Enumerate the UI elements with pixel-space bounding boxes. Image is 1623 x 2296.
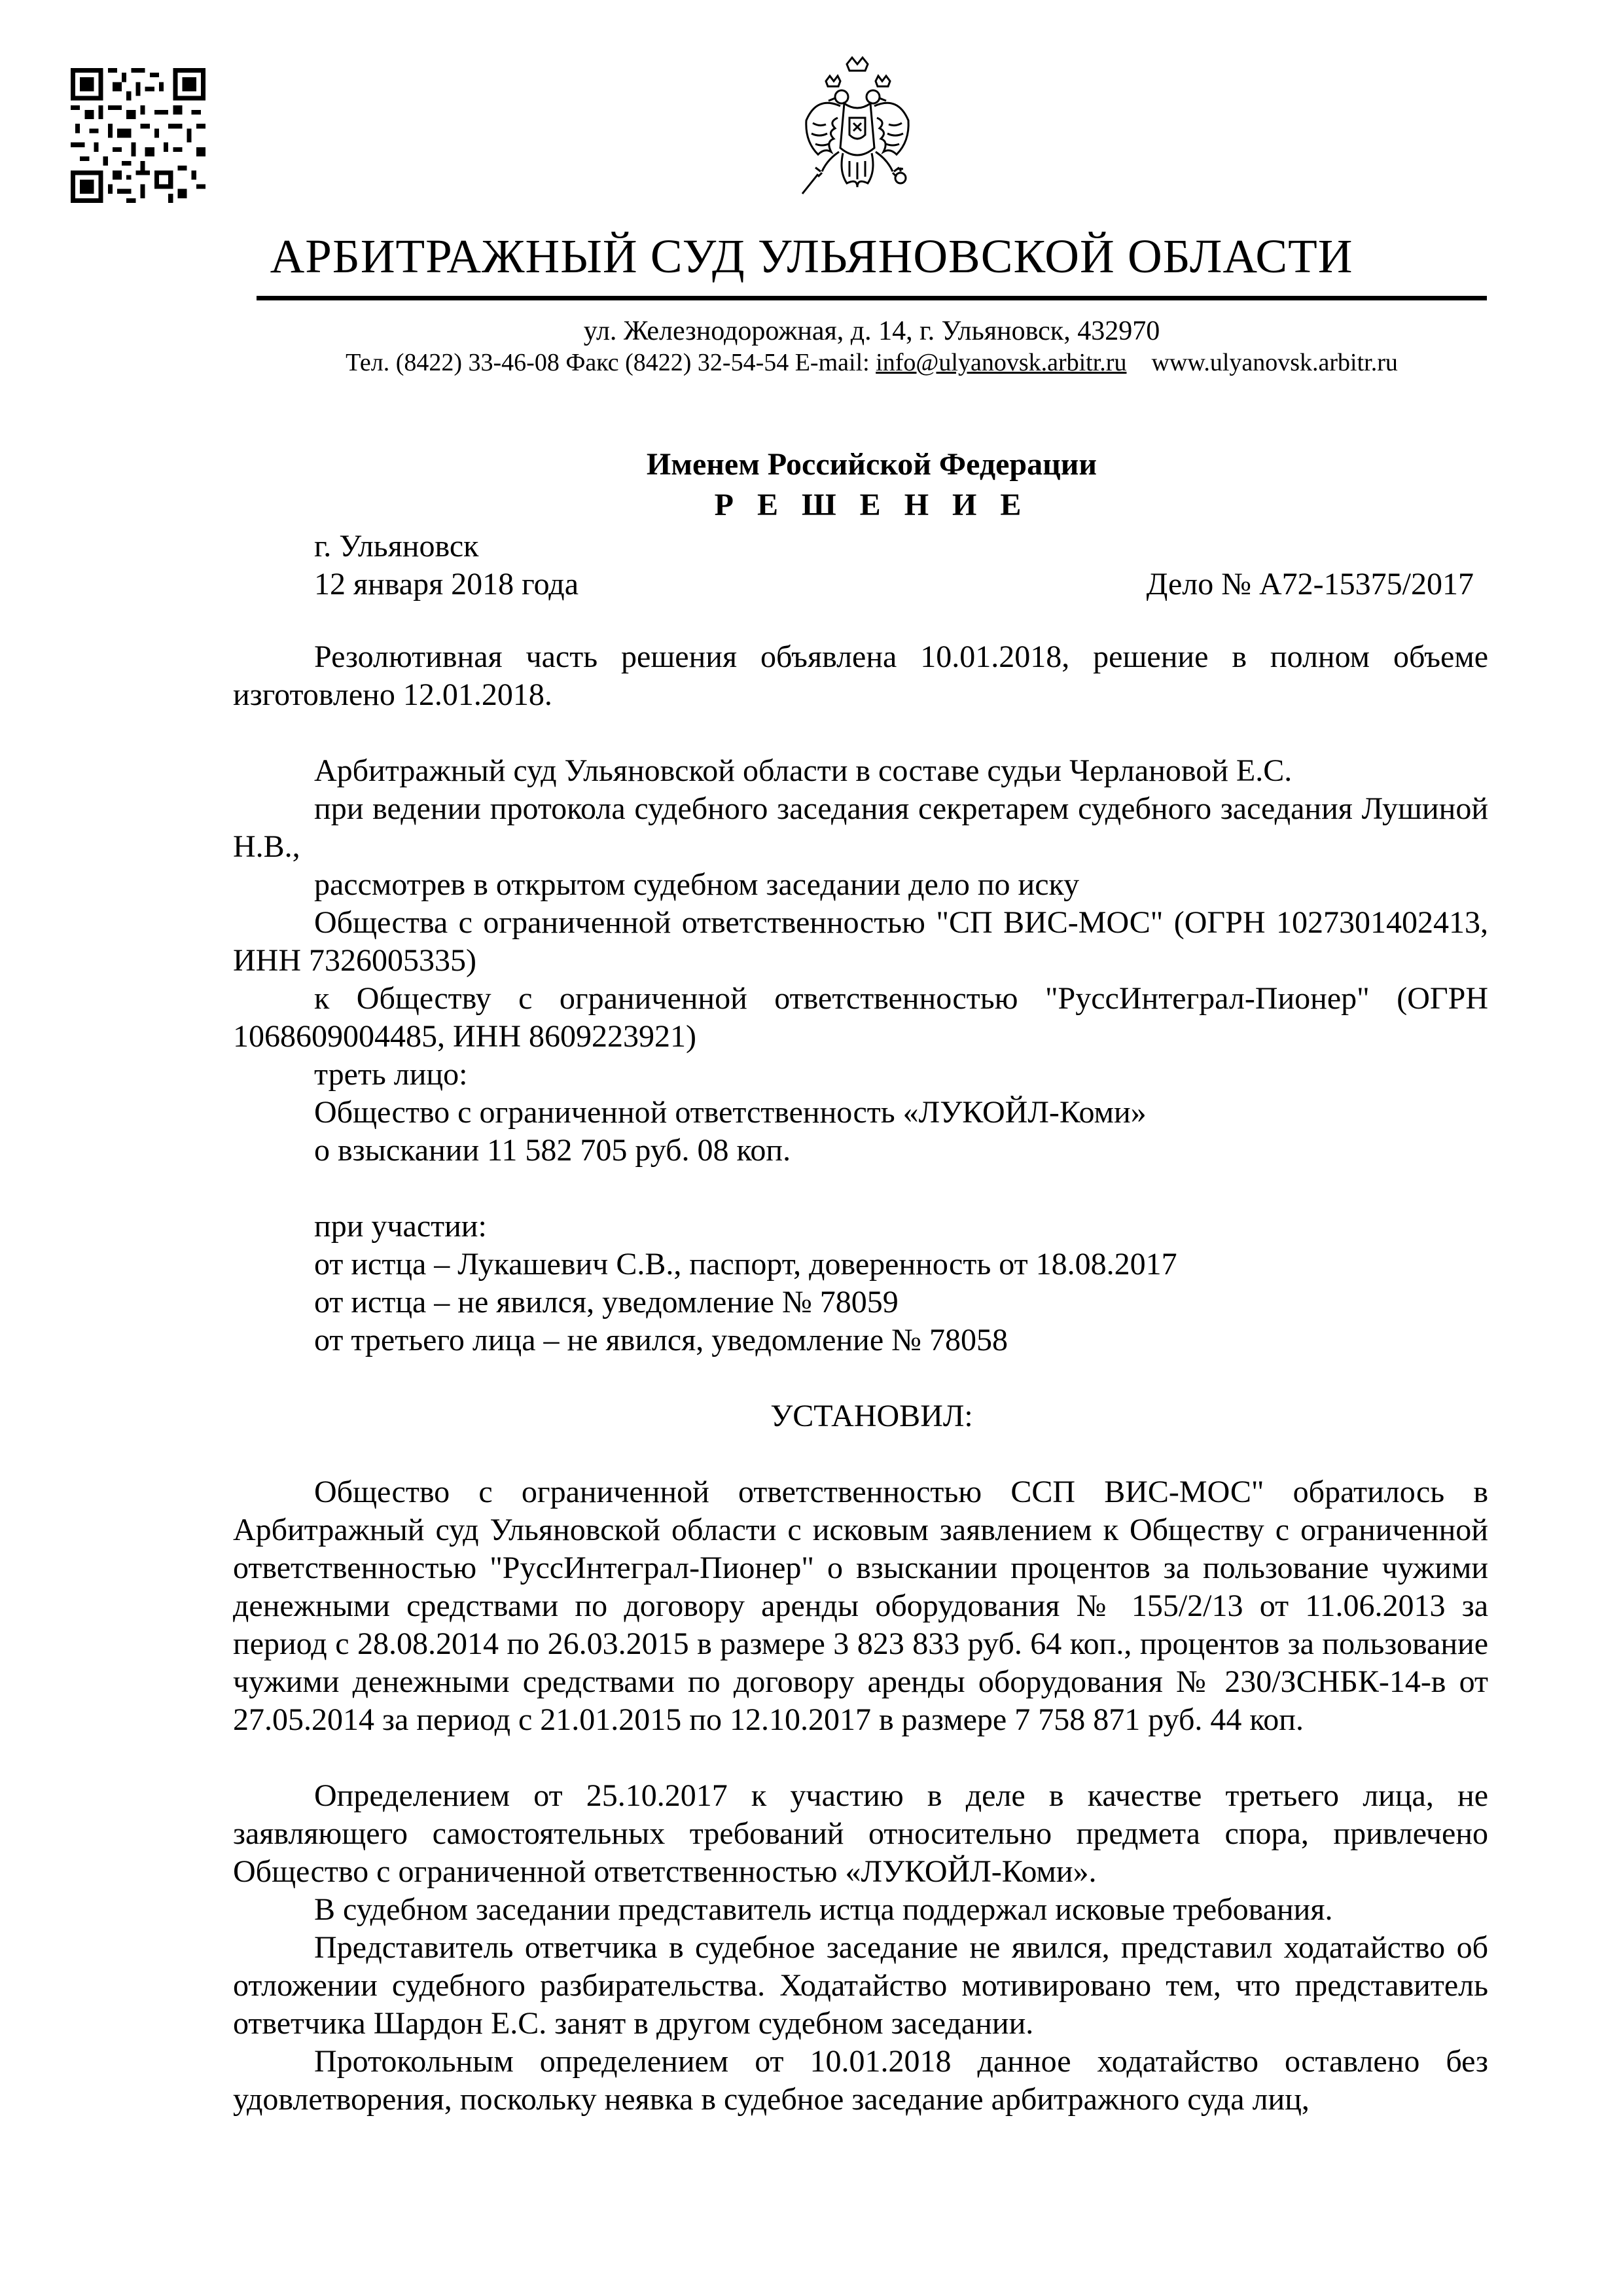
contacts-gap [1126,349,1151,376]
court-name: АРБИТРАЖНЫЙ СУД УЛЬЯНОВСКОЙ ОБЛАСТИ [270,230,1353,283]
resolution-paragraph: Резолютивная часть решения объявлена 10.01.2018, решение в полном объеме изготовлено 12.01.2018. [233,639,1488,712]
email-link[interactable]: info@ulyanovsk.arbitr.ru [876,349,1127,376]
body-paragraph-2: Определением от 25.10.2017 к участию в деле в качестве третьего лица, не заявляющего самостоятельных требований относительно предмета спора, привлечено Общество с ограниченной ответственностью «ЛУКОЙЛ-Коми». [233,1778,1488,1889]
document-title: Р Е Ш Е Н И Е [714,488,1029,522]
court-composition: Арбитражный суд Ульяновской области в составе судьи Черлановой Е.С. [314,753,1293,788]
qr-code-icon [71,68,205,203]
decision-date: 12 января 2018 года [314,567,579,601]
header-divider [257,296,1487,300]
participant-plaintiff: от истца – Лукашевич С.В., паспорт, доверенность от 18.08.2017 [314,1247,1177,1282]
established-heading: УСТАНОВИЛ: [770,1399,973,1433]
body-paragraph-5: Протокольным определением от 10.01.2018 данное ходатайство оставлено без удовлетворения, поскольку неявка в судебное заседание арбитражного суда лиц, [233,2044,1488,2117]
website-link[interactable]: www.ulyanovsk.arbitr.ru [1151,349,1398,376]
secretary-paragraph: при ведении протокола судебного заседания секретарем судебного заседания Лушиной Н.В., [233,791,1488,864]
body-paragraph-1: Общество с ограниченной ответственностью ССП ВИС-МОС" обратилось в Арбитражный суд Ульяновской области с исковым заявлением к Обществу с ограниченной ответственностью "РуссИнтеграл-Пионер" о взыскании процентов за пользование чужими денежными средствами по договору аренды оборудования № 155/2/13 от 11.06.2013 за период с 28.08.2014 по 26.03.2015 в размере 3 823 833 руб. 64 коп., процентов за пользование чужими денежными средствами по договору аренды оборудования № 230/ЗСНБК-14-в от 27.05.2014 за период с 21.01.2015 по 12.10.2017 в размере 7 758 871 руб. 44 коп. [233,1475,1488,1737]
coat-of-arms-icon [779,50,936,207]
claim-amount: о взыскании 11 582 705 руб. 08 коп. [314,1133,791,1168]
third-party: Общество с ограниченной ответственность «ЛУКОЙЛ-Коми» [314,1095,1147,1130]
defendant-paragraph: к Обществу с ограниченной ответственностью "РуссИнтеграл-Пионер" (ОГРН 1068609004485, ИНН 8609223921) [233,981,1488,1054]
court-contacts [257,348,1487,377]
participant-third-party: от третьего лица – не явился, уведомление № 78058 [314,1323,1008,1357]
contacts-phones: Тел. (8422) 33-46-08 Факс (8422) 32-54-54 E-mail: [346,349,876,376]
participant-defendant: от истца – не явился, уведомление № 78059 [314,1285,899,1319]
considered-line: рассмотрев в открытом судебном заседании дело по иску [314,867,1080,902]
body-paragraph-3: В судебном заседании представитель истца поддержал исковые требования. [314,1892,1333,1927]
body-paragraph-4: Представитель ответчика в судебное заседание не явился, представил ходатайство об отложении судебного разбирательства. Ходатайство мотивировано тем, что представитель ответчика Шардон Е.С. занят в другом судебном заседании. [233,1930,1488,2041]
case-number: Дело № А72-15375/2017 [1146,567,1474,601]
plaintiff-paragraph: Общества с ограниченной ответственностью "СП ВИС-МОС" (ОГРН 1027301402413, ИНН 7326005335) [233,905,1488,978]
city: г. Ульяновск [314,529,479,564]
court-address: ул. Железнодорожная, д. 14, г. Ульяновск, 432970 [583,316,1160,346]
participation-label: при участии: [314,1209,487,1244]
third-party-label: треть лицо: [314,1057,468,1092]
in-name-of-federation: Именем Российской Федерации [646,447,1097,482]
